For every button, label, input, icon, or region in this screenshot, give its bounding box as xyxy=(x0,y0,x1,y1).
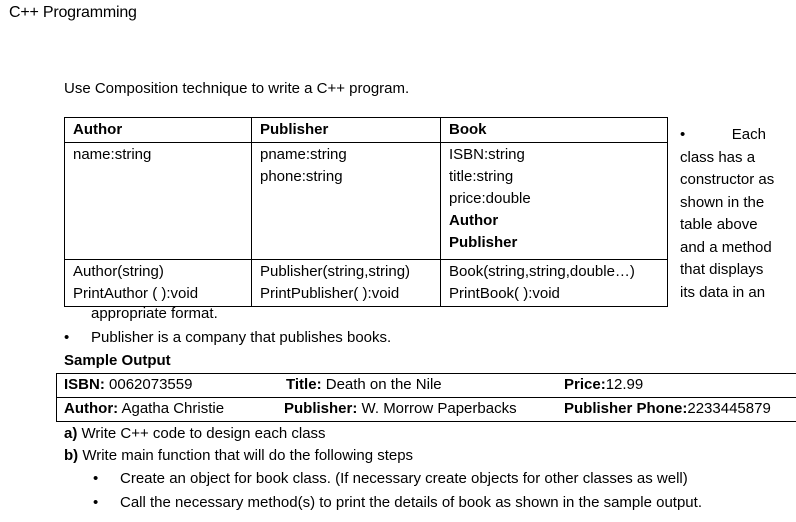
side-note-first-word: Each xyxy=(731,126,766,143)
page-title: C++ Programming xyxy=(9,4,137,21)
sample-output-heading: Sample Output xyxy=(64,352,171,369)
sample-output-box xyxy=(56,373,796,422)
side-note-line: class has a xyxy=(680,148,756,166)
class-table xyxy=(64,117,668,307)
book-method: PrintBook( ):void xyxy=(449,285,560,302)
intro-text: Use Composition technique to write a C++ program. xyxy=(64,80,410,97)
publisher-header: Publisher xyxy=(252,118,441,143)
step-b-sub-bullet: • Create an object for book class. (If necessary create objects for other classes as well) xyxy=(93,470,688,487)
book-attr: price:double xyxy=(449,190,531,207)
book-attr: ISBN:string xyxy=(449,146,525,163)
book-method: Book(string,string,double…) xyxy=(449,263,635,280)
bullet-icon: • xyxy=(93,470,99,487)
author-method: PrintAuthor ( ):void xyxy=(73,285,199,302)
author-methods xyxy=(65,260,252,307)
side-note-line: and a method xyxy=(680,238,772,256)
side-note xyxy=(680,124,792,304)
author-attributes xyxy=(65,143,252,260)
publisher-bullet xyxy=(64,329,391,346)
side-note-line: table above xyxy=(680,216,758,233)
title-field: Title: Death on the Nile xyxy=(286,376,442,393)
bullet-icon: • xyxy=(680,126,686,143)
author-field: Author: Agatha Christie xyxy=(64,400,225,417)
isbn-field: ISBN: 0062073559 xyxy=(64,376,193,393)
step-b-sub-bullet: • Call the necessary method(s) to print the details of book as shown in the sample output. xyxy=(93,494,702,511)
publisher-attr: phone:string xyxy=(260,168,343,185)
side-note-line: shown in the xyxy=(680,193,765,211)
publisher-bullet-text: Publisher is a company that publishes books. xyxy=(91,329,392,346)
side-note-line: that displays xyxy=(680,261,764,278)
publisher-method: Publisher(string,string) xyxy=(260,263,411,280)
publisher-attr: pname:string xyxy=(260,146,347,163)
author-header: Author xyxy=(65,118,252,143)
bullet-icon: • xyxy=(64,329,70,346)
publisher-attributes xyxy=(252,143,441,260)
side-note-continuation: appropriate format. xyxy=(91,305,218,322)
publisher-methods xyxy=(252,260,441,307)
book-methods xyxy=(441,260,668,307)
publisher-phone-field: Publisher Phone:2233445879 xyxy=(564,400,771,417)
book-attributes xyxy=(441,143,668,260)
book-attr: title:string xyxy=(449,168,514,185)
step-b: b) Write main function that will do the following steps xyxy=(64,447,414,464)
book-attr-author: Author xyxy=(449,212,499,229)
book-header: Book xyxy=(441,118,668,143)
sample-row xyxy=(57,397,796,421)
sample-row xyxy=(57,374,796,397)
price-field: Price:12.99 xyxy=(564,376,644,393)
step-a: a) Write C++ code to design each class xyxy=(64,425,326,442)
author-method: Author(string) xyxy=(73,263,164,280)
book-attr-publisher: Publisher xyxy=(449,234,518,251)
bullet-icon: • xyxy=(93,494,99,511)
side-note-line: its data in an xyxy=(680,283,766,301)
publisher-field: Publisher: W. Morrow Paperbacks xyxy=(284,400,517,417)
author-attr: name:string xyxy=(73,146,152,163)
publisher-method: PrintPublisher( ):void xyxy=(260,285,400,302)
side-note-line: constructor as xyxy=(680,171,775,188)
